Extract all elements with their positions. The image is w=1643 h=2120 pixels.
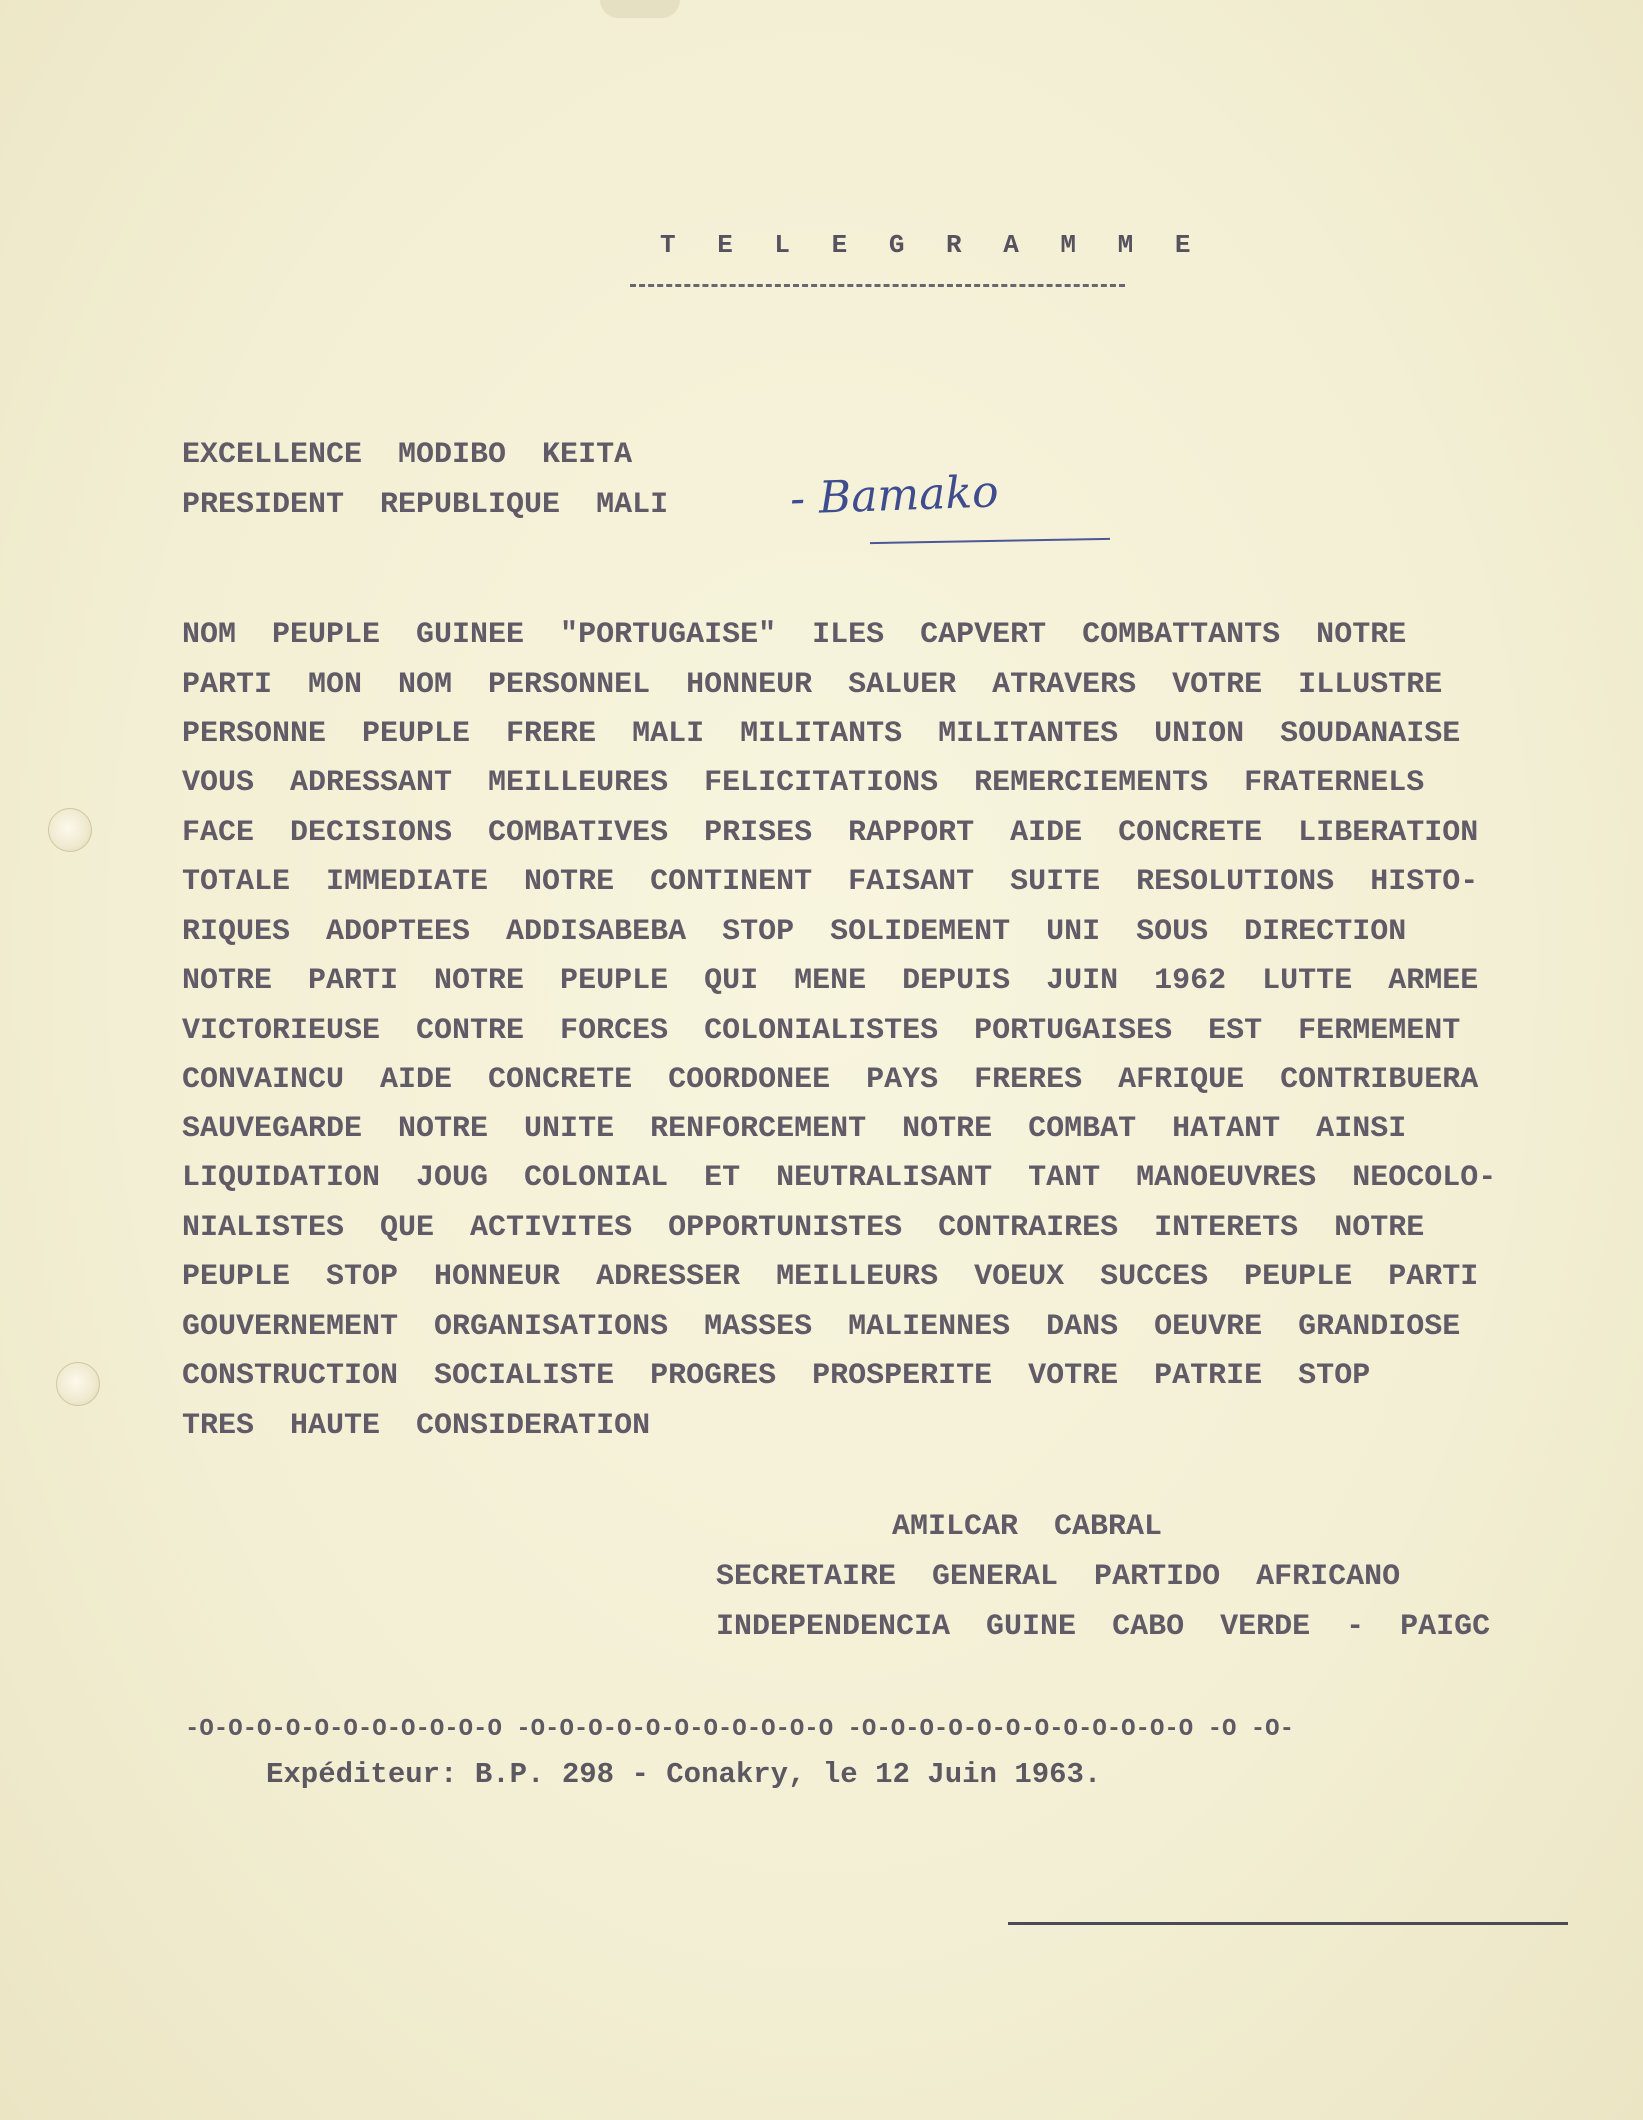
message-line: TOTALE IMMEDIATE NOTRE CONTINENT FAISANT SUITE RESOLUTIONS HISTO- <box>182 865 1479 899</box>
message-line: FACE DECISIONS COMBATIVES PRISES RAPPORT AIDE CONCRETE LIBERATION <box>182 816 1479 850</box>
punch-hole-top <box>48 808 92 852</box>
handwritten-underline <box>870 538 1110 544</box>
message-line: VICTORIEUSE CONTRE FORCES COLONIALISTES PORTUGAISES EST FERMEMENT <box>182 1014 1461 1048</box>
dotted-divider: -O-O-O-O-O-O-O-O-O-O-O -O-O-O-O-O-O-O-O-O-O-O -O-O-O-O-O-O-O-O-O-O-O-O -O -O- <box>185 1716 1294 1743</box>
message-line: TRES HAUTE CONSIDERATION <box>182 1409 651 1443</box>
message-line: NIALISTES QUE ACTIVITES OPPORTUNISTES CONTRAIRES INTERETS NOTRE <box>182 1211 1425 1245</box>
message-line: PARTI MON NOM PERSONNEL HONNEUR SALUER ATRAVERS VOTRE ILLUSTRE <box>182 668 1443 702</box>
message-line: CONVAINCU AIDE CONCRETE COORDONEE PAYS FRERES AFRIQUE CONTRIBUERA <box>182 1063 1479 1097</box>
handwritten-city-annotation: - Bamako <box>789 466 1000 525</box>
page-top-tab <box>600 0 680 18</box>
signatory-title-2: INDEPENDENCIA GUINE CABO VERDE - PAIGC <box>716 1610 1491 1644</box>
message-line: NOM PEUPLE GUINEE "PORTUGAISE" ILES CAPVERT COMBATTANTS NOTRE <box>182 618 1407 652</box>
title-underline <box>630 284 1125 287</box>
address-line-1: EXCELLENCE MODIBO KEITA <box>182 438 633 472</box>
document-title: T E L E G R A M M E <box>660 230 1204 260</box>
message-line: PERSONNE PEUPLE FRERE MALI MILITANTS MILITANTES UNION SOUDANAISE <box>182 717 1461 751</box>
message-line: GOUVERNEMENT ORGANISATIONS MASSES MALIENNES DANS OEUVRE GRANDIOSE <box>182 1310 1461 1344</box>
message-line: CONSTRUCTION SOCIALISTE PROGRES PROSPERITE VOTRE PATRIE STOP <box>182 1359 1371 1393</box>
message-line: LIQUIDATION JOUG COLONIAL ET NEUTRALISANT TANT MANOEUVRES NEOCOLO- <box>182 1161 1497 1195</box>
signatory-title-1: SECRETAIRE GENERAL PARTIDO AFRICANO <box>716 1560 1401 1594</box>
address-line-2: PRESIDENT REPUBLIQUE MALI <box>182 488 669 522</box>
message-line: SAUVEGARDE NOTRE UNITE RENFORCEMENT NOTRE COMBAT HATANT AINSI <box>182 1112 1407 1146</box>
message-line: NOTRE PARTI NOTRE PEUPLE QUI MENE DEPUIS JUIN 1962 LUTTE ARMEE <box>182 964 1479 998</box>
message-line: PEUPLE STOP HONNEUR ADRESSER MEILLEURS VOEUX SUCCES PEUPLE PARTI <box>182 1260 1479 1294</box>
message-line: VOUS ADRESSANT MEILLEURES FELICITATIONS REMERCIEMENTS FRATERNELS <box>182 766 1425 800</box>
punch-hole-bottom <box>56 1362 100 1406</box>
signature-rule <box>1008 1922 1568 1925</box>
sender-line: Expéditeur: B.P. 298 - Conakry, le 12 Juin 1963. <box>266 1758 1102 1791</box>
signatory-name: AMILCAR CABRAL <box>892 1510 1163 1544</box>
message-line: RIQUES ADOPTEES ADDISABEBA STOP SOLIDEMENT UNI SOUS DIRECTION <box>182 915 1407 949</box>
